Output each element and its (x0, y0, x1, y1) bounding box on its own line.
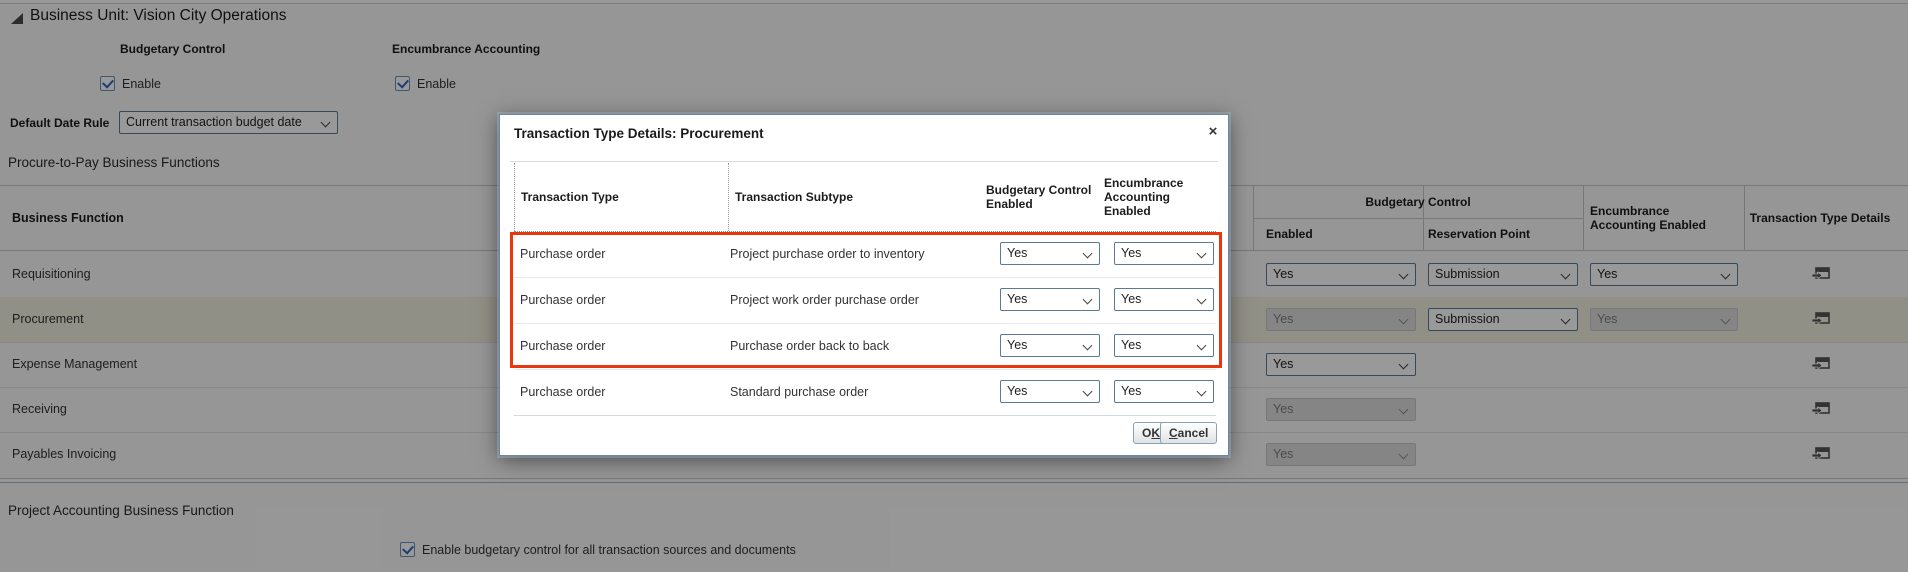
cancel-button[interactable] (1160, 422, 1217, 444)
business-function-name: Requisitioning (12, 267, 91, 281)
select-value: Yes (1121, 292, 1142, 306)
cancel-access-key: C (1169, 426, 1178, 440)
project-enable-label: Enable budgetary control for all transaction sources and documents (422, 543, 796, 557)
transaction-subtype: Purchase order back to back (730, 339, 890, 353)
budgetary-enable-label: Enable (122, 77, 161, 91)
select-value: Yes (1273, 357, 1294, 371)
select-value: Yes (1007, 384, 1028, 398)
encumbrance-accounting-select[interactable] (1114, 288, 1214, 311)
default-date-rule-value: Current transaction budget date (126, 115, 302, 129)
encumbrance-accounting-select[interactable] (1114, 242, 1214, 265)
encumbrance-accounting-select[interactable] (1114, 334, 1214, 357)
ok-label: O (1142, 426, 1152, 440)
budgetary-control-select[interactable] (1000, 380, 1100, 403)
transaction-type: Purchase order (520, 293, 606, 307)
select-value: Yes (1273, 267, 1294, 281)
chevron-down-icon (1197, 295, 1207, 305)
encumbrance-accounting-select[interactable] (1114, 380, 1214, 403)
default-date-rule-label: Default Date Rule (10, 116, 110, 130)
business-function-name: Expense Management (12, 357, 138, 371)
select-value: Yes (1007, 292, 1028, 306)
select-value: Yes (1121, 338, 1142, 352)
business-function-name: Receiving (12, 402, 67, 416)
select-value: Yes (1597, 312, 1618, 326)
chevron-down-icon (1083, 295, 1093, 305)
transaction-subtype: Project purchase order to inventory (730, 247, 925, 261)
budgetary-control-label: Budgetary Control (120, 42, 226, 56)
dialog-table-header (514, 163, 1216, 232)
dialog-title: Transaction Type Details: Procurement (514, 126, 764, 141)
chevron-down-icon (1197, 249, 1207, 259)
column-header-reservation-point: Reservation Point (1428, 227, 1531, 241)
transaction-type: Purchase order (520, 247, 606, 261)
budgetary-control-select[interactable] (1000, 242, 1100, 265)
p2p-section-title: Procure-to-Pay Business Functions (8, 155, 220, 170)
select-value: Yes (1597, 267, 1618, 281)
column-header-encumbrance-accounting-enabled: Encumbrance Accounting Enabled (1104, 176, 1184, 218)
chevron-down-icon (1083, 387, 1093, 397)
select-value: Submission (1435, 312, 1500, 326)
project-section-title: Project Accounting Business Function (8, 503, 234, 518)
budgetary-control-select[interactable] (1000, 334, 1100, 357)
column-header-budgetary-control-enabled: Budgetary Control Enabled (986, 183, 1092, 211)
column-header-details: Transaction Type Details (1749, 210, 1891, 225)
business-function-name: Payables Invoicing (12, 447, 117, 461)
business-function-name: Procurement (12, 312, 84, 326)
chevron-down-icon (1083, 249, 1093, 259)
transaction-subtype: Standard purchase order (730, 385, 869, 399)
column-header-business-function: Business Function (12, 210, 124, 225)
transaction-type: Purchase order (520, 385, 606, 399)
select-value: Yes (1007, 246, 1028, 260)
transaction-type: Purchase order (520, 339, 606, 353)
page-title: Business Unit: Vision City Operations (30, 7, 287, 24)
select-value: Yes (1121, 384, 1142, 398)
dialog-row-standard-po[interactable] (514, 369, 1216, 416)
chevron-down-icon (1197, 341, 1207, 351)
budgetary-control-select[interactable] (1000, 288, 1100, 311)
encumbrance-enable-label: Enable (417, 77, 456, 91)
select-value: Yes (1273, 402, 1294, 416)
select-value: Yes (1007, 338, 1028, 352)
column-group-budgetary-control: Budgetary Control (1365, 195, 1471, 209)
transaction-subtype: Project work order purchase order (730, 293, 919, 307)
ok-access-key: K (1151, 426, 1161, 440)
select-value: Yes (1121, 246, 1142, 260)
column-header-transaction-subtype: Transaction Subtype (728, 163, 986, 231)
cancel-label: ancel (1177, 426, 1209, 440)
transaction-type-details-dialog (499, 114, 1229, 456)
chevron-down-icon (1083, 341, 1093, 351)
select-value: Submission (1435, 267, 1500, 281)
dialog-row-project-work-order-po[interactable] (514, 277, 1216, 324)
select-value: Yes (1273, 312, 1294, 326)
dialog-row-project-po-inventory[interactable] (514, 231, 1216, 278)
select-value: Yes (1273, 447, 1294, 461)
dialog-row-po-back-to-back[interactable] (514, 323, 1216, 370)
encumbrance-accounting-label: Encumbrance Accounting (392, 42, 541, 56)
column-header-transaction-type: Transaction Type (514, 163, 728, 231)
column-header-encumbrance: Encumbrance Accounting Enabled (1590, 203, 1707, 232)
chevron-down-icon (1197, 387, 1207, 397)
divider (510, 161, 1218, 162)
close-icon[interactable]: × (1208, 123, 1218, 140)
column-header-enabled: Enabled (1266, 227, 1313, 241)
